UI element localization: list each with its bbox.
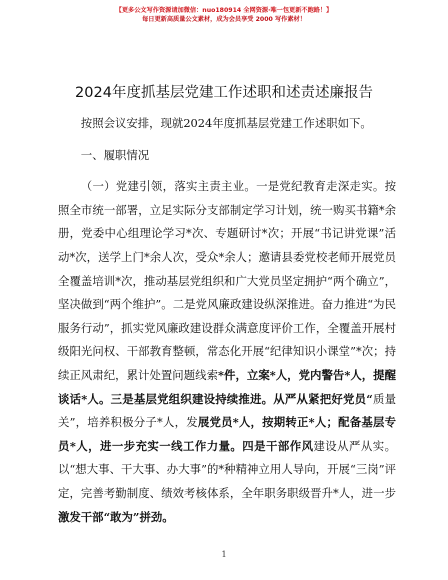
banner-line-1: 【更多公文写作资源请加微信：nuo180914 全网资源·唯一包更新不跑路！】	[115, 7, 333, 14]
watermark-banner	[0, 6, 448, 24]
emphasis-text: *件，立案*人，党内警告*人，提醒谈话*人。三是基层党组织建设持续推进。从严从紧把好党员“	[58, 367, 396, 406]
document-body	[58, 112, 396, 529]
emphasis-text: 激发干部“敢为”拼劲。	[58, 509, 174, 524]
paragraph-text: 质量关”，培养积极分子*人，发	[58, 391, 396, 430]
paragraph-text: 建设从严从实。以“想大事、干大事、办大事”的*种精神立用人导向，开展“三岗”评定，完善考勤制度、绩效考核体系，全年职务职级晋升*人，进一步	[58, 438, 396, 500]
body-paragraph	[58, 175, 396, 529]
section-heading: 一、履职情况	[80, 147, 150, 162]
emphasis-text: 展党员*人，按期转正*人；配备基层专员*人，进一步充实一线工作力量。四是干部作风	[58, 415, 396, 453]
intro-paragraph: 按照会议安排，现就2024年度抓基层党建工作述职如下。	[80, 116, 372, 130]
paragraph-text: （一）党建引领，落实主责主业。一是党纪教育走深走实。按照全市统一部署，立足实际分支部制定学习计划，统一购买书籍*余册，党委中心组理论学习*次、专题研讨*次；开展“书记讲党课”活动*次，送学上门*余人次，受众*余人；邀请县委党校老师开展党员全覆盖培训*次，推动基层党组织和广大党员坚定拥护“两个确立”，坚决做到“两个维护”。二是党风廉政建设纵深推进。奋力推进“为民服务行动”，抓实党风廉政建设群众满意度评价工作，全覆盖开展村级阳光问权、干部教育整顿，常态化开展“纪律知识小课堂”*次；持续正风肃纪，累计处置问题线索	[58, 179, 396, 382]
banner-line-2: 每日更新高质量公文素材，成为会员享受 2000 写作素材！	[142, 16, 306, 23]
document-title: 2024年度抓基层党建工作述职和述责述廉报告	[75, 85, 373, 101]
page-number: 1	[221, 550, 227, 559]
